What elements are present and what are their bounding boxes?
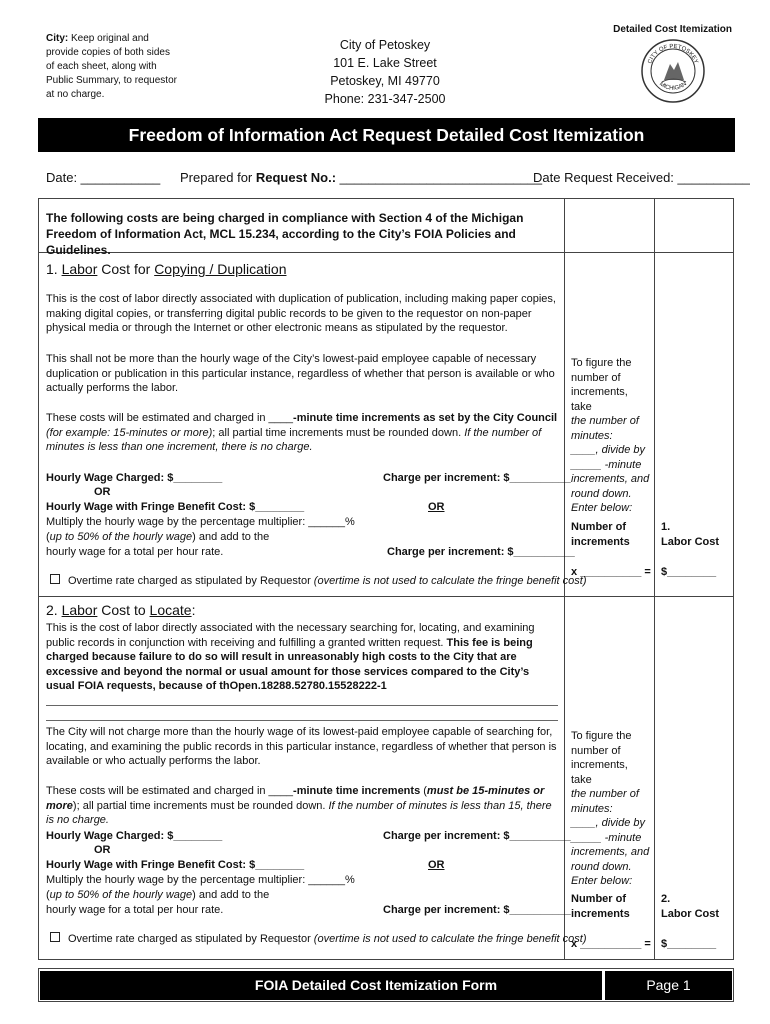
labor-cost-label <box>661 892 719 921</box>
request-no-label: Request No.: <box>255 170 337 185</box>
multiplier-field[interactable]: Multiply the hourly wage by the percentage multiplier: ______% <box>46 874 355 886</box>
instruction-line: _____ -minute <box>571 458 642 471</box>
or-label: OR <box>94 486 111 498</box>
address-line: City of Petoskey <box>339 38 431 52</box>
text-run: Overtime rate charged as stipulated by Requestor <box>68 933 314 945</box>
footer-page-box <box>605 971 732 1000</box>
label-line: Number of <box>571 893 626 905</box>
intro-text: The following costs are being charged in compliance with Section 4 of the Michigan Freedom of Information Act, MCL 15.234, according to the City’s FOIA Policies and Guidelines. <box>46 211 524 257</box>
increment-instructions <box>571 356 651 516</box>
text-run: ( <box>420 785 427 797</box>
instruction-line: _____ -minute <box>571 831 642 844</box>
section-2-heading <box>46 602 195 618</box>
heading-mid: Cost for <box>97 261 155 277</box>
text-run: (for example: 15-minutes or more) <box>46 426 213 439</box>
text-run: ) and add to the <box>192 531 270 543</box>
instruction-line: the number of <box>571 415 639 427</box>
text-run: ; all partial time increments must be rounded down. <box>212 426 465 439</box>
charge-per-increment-field[interactable]: Charge per increment: $__________ <box>383 830 571 842</box>
text-run: ); <box>72 799 80 812</box>
multiplier-field[interactable]: Multiply the hourly wage by the percentage multiplier: ______% <box>46 516 355 528</box>
text-run: This is the cost of labor directly associated with the necessary searching for, locating, and examining public records in conjunction with receiving and fulfilling a granted written request. <box>46 622 535 649</box>
instruction-line: To figure the <box>571 730 632 742</box>
instruction-line: ____, divide by <box>571 444 645 456</box>
overtime-checkbox[interactable] <box>50 574 60 584</box>
number-of-increments-label <box>571 520 630 549</box>
charge-per-increment-field[interactable]: Charge per increment: $__________ <box>383 904 571 916</box>
section-1-para-2: This shall not be more than the hourly wage of the City’s lowest-paid employee capable of necessary duplication or publication in this particular instance, regardless of whether that person is available or who actually performs the labor. <box>46 353 555 394</box>
section-1-para-1: This is the cost of labor directly associated with duplication of publication, including making paper copies, making digital copies, or transferring digital public records to be given to the requestor on non-paper physical media or through the Internet or other electronic means as stipulated by the requestor. <box>46 293 556 334</box>
blank-line <box>46 720 558 721</box>
text-run: ( <box>46 889 50 901</box>
or-label: OR <box>94 844 111 856</box>
date-field[interactable]: Date: ___________ <box>46 170 161 185</box>
address-line: Phone: 231-347-2500 <box>324 92 446 106</box>
address-line: 101 E. Lake Street <box>333 56 437 70</box>
instruction-line: minutes: <box>571 429 613 442</box>
date-received-field[interactable]: Date Request Received: __________ <box>533 170 750 185</box>
instruction-line: number of <box>571 371 621 384</box>
labor-cost-input[interactable]: $________ <box>661 566 717 578</box>
column-divider <box>654 198 655 960</box>
heading-word: Locate <box>149 602 192 618</box>
label-line: Number of <box>571 521 626 533</box>
footer-form-name: FOIA Detailed Cost Itemization Form <box>254 977 498 993</box>
seal-top-text: CITY OF PETOSKEY <box>647 43 699 65</box>
label-line: Labor Cost <box>661 535 720 548</box>
row-divider <box>38 596 734 597</box>
text-run: ) and add to the <box>192 889 270 901</box>
text-run: If the number of minutes is less than one increment, there is no charge. <box>46 426 542 453</box>
hourly-wage-field[interactable]: Hourly Wage Charged: $________ <box>46 830 223 842</box>
text-run: (overtime is not used to calculate the fringe benefit cost) <box>313 933 587 945</box>
instruction-line: increments, and <box>571 846 650 858</box>
hourly-total-note: hourly wage for a total per hour rate. <box>46 546 224 558</box>
label-line: increments <box>571 907 630 920</box>
instruction-line: Enter below: <box>571 502 633 514</box>
section-1-heading <box>46 261 286 277</box>
heading-word: Copying / Duplication <box>154 261 287 277</box>
label-line: Labor Cost <box>661 907 720 920</box>
heading-mid: Cost to <box>97 602 150 618</box>
or-label: OR <box>428 859 445 871</box>
label-line: 2. <box>661 893 671 905</box>
fringe-wage-field[interactable]: Hourly Wage with Fringe Benefit Cost: $________ <box>46 501 305 513</box>
or-label: OR <box>428 501 445 513</box>
heading-number: 1. <box>46 261 58 277</box>
instruction-line: increments, and <box>571 473 650 485</box>
text-run: all partial time increments must be rounded down. <box>82 799 329 812</box>
instruction-line: number of <box>571 744 621 757</box>
city-note: Keep original and provide copies of both sides of each sheet, along with Public Summary, to requestor at no charge. <box>46 33 177 100</box>
instruction-line: minutes: <box>571 802 613 815</box>
section-2-para-3 <box>46 784 558 828</box>
text-run: -minute time increments as set by the City Council <box>293 412 558 424</box>
form-corner-label: Detailed Cost Itemization <box>613 24 732 35</box>
increments-input[interactable]: x __________ = <box>571 938 651 950</box>
text-run: These costs will be estimated and charged in ____ <box>46 785 294 797</box>
text-run: ( <box>46 531 50 543</box>
charge-per-increment-field[interactable]: Charge per increment: $__________ <box>383 472 571 484</box>
prepared-prefix: Prepared for <box>180 170 256 185</box>
request-no-blank: ____________________________ <box>336 170 543 185</box>
instruction-line: round down. <box>571 860 632 873</box>
request-number-field[interactable] <box>180 170 542 185</box>
fringe-wage-field[interactable]: Hourly Wage with Fringe Benefit Cost: $________ <box>46 859 305 871</box>
heading-word: Labor <box>61 602 98 618</box>
title-bar <box>38 118 735 152</box>
seal-bottom-text: MICHIGAN <box>658 81 688 92</box>
up-to-note <box>46 530 269 545</box>
overtime-label <box>68 574 587 589</box>
text-run: This fee is being charged because failure to do so will result in unreasonably high costs to the City that are excessive and beyond the normal or usual amount for those services compared to the City’s usual FOIA requests, because of thOpen.18288.52780.15528222-1 <box>46 636 533 692</box>
section-2-para-2: The City will not charge more than the hourly wage of its lowest-paid employee capable of searching for, locating, and examining the public records in this particular instance, regardless of whether that person is available or who actually performs the labor. <box>46 726 557 767</box>
hourly-total-note: hourly wage for a total per hour rate. <box>46 904 224 916</box>
overtime-checkbox[interactable] <box>50 932 60 942</box>
up-to-note <box>46 888 269 903</box>
address-line: Petoskey, MI 49770 <box>330 74 440 88</box>
text-run: These costs will be estimated and charged in ____ <box>46 412 294 424</box>
labor-cost-label <box>661 520 719 549</box>
labor-cost-input[interactable]: $________ <box>661 938 717 950</box>
section-1-para-3 <box>46 411 558 455</box>
instruction-line: Enter below: <box>571 875 633 887</box>
text-run: -minute time increments <box>293 785 421 797</box>
footer-title-bar <box>40 971 602 1000</box>
instruction-line: ____, divide by <box>571 817 645 829</box>
heading-word: Labor <box>61 261 98 277</box>
instruction-line: To figure the <box>571 357 632 369</box>
text-run: If the number of minutes is less than 15, there is no charge. <box>46 799 552 826</box>
instruction-line: increments, take <box>571 759 628 786</box>
form-title: Freedom of Information Act Request Detailed Cost Itemization <box>128 125 645 145</box>
city-label: City: <box>46 33 69 44</box>
city-instructions <box>46 32 181 102</box>
increments-input[interactable]: x __________ = <box>571 566 651 578</box>
instruction-line: round down. <box>571 487 632 500</box>
instruction-line: the number of <box>571 788 639 800</box>
city-address <box>300 36 470 108</box>
text-run: must be 15-minutes or more <box>46 785 545 812</box>
heading-tail: : <box>191 602 196 618</box>
text-run: up to 50% of the hourly wage <box>49 889 193 901</box>
text-run: up to 50% of the hourly wage <box>49 531 193 543</box>
number-of-increments-label <box>571 892 630 921</box>
charge-per-increment-field[interactable]: Charge per increment: $__________ <box>387 546 575 558</box>
heading-number: 2. <box>46 602 58 618</box>
text-run: Overtime rate charged as stipulated by Requestor <box>68 575 314 587</box>
hourly-wage-field[interactable]: Hourly Wage Charged: $________ <box>46 472 223 484</box>
section-2-para-1 <box>46 621 558 694</box>
increment-instructions <box>571 729 651 889</box>
label-line: increments <box>571 535 630 548</box>
blank-line <box>46 705 558 706</box>
city-seal-logo <box>640 38 706 104</box>
label-line: 1. <box>661 521 671 533</box>
instruction-line: increments, take <box>571 386 628 413</box>
page-number: Page 1 <box>646 977 691 993</box>
text-run: (overtime is not used to calculate the fringe benefit cost) <box>313 575 587 587</box>
overtime-label <box>68 932 587 947</box>
